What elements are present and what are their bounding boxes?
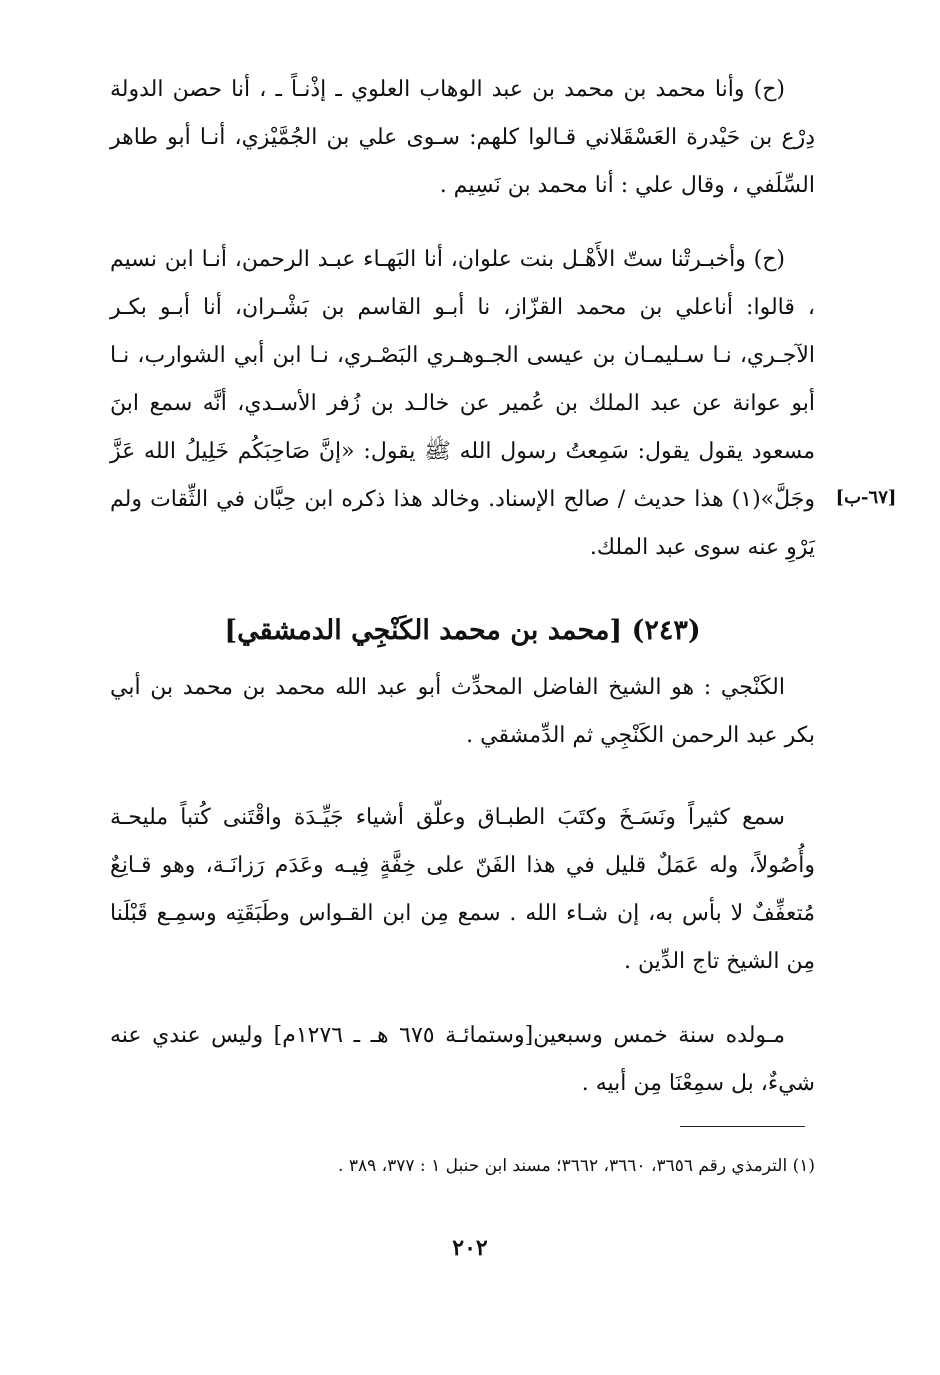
footnote: (١) الترمذي رقم ٣٦٥٦، ٣٦٦٠، ٣٦٦٢؛ مسند ابن حنبل ١ : ٣٧٧، ٣٨٩ . [338,1156,815,1176]
paragraph-text: (ح) وأنا محمد بن محمد بن عبد الوهاب العلوي ـ إذْنـاً ـ ، أنا حصن الدولة دِرْع بن حَيْدرة العَسْقَلاني قـالوا كلهم: سـوى علي بن الجُمَّيْزي، أنـا أبو طاهر السِّلَفي ، وقال علي : أنا محمد بن نَسِيم . [110,77,815,198]
paragraph-text: الكَنْجي : هو الشيخ الفاضل المحدِّث أبو عبد الله محمد بن محمد بن أبي بكر عبد الرحمن الكَنْجِي ثم الدِّمشقي . [110,675,815,748]
biography-entry-heading: (٢٤٣) [محمد بن محمد الكَنْجِي الدمشقي] [224,615,701,646]
paragraph-text: مـولده سنة خمس وسبعين[وستمائـة ٦٧٥ هـ ـ ١٢٧٦م] وليس عندي عنه شيءٌ، بل سمِعْنَا مِن أبيه . [110,1023,815,1096]
paragraph-birth-date [110,1012,815,1108]
footnote-separator-line [680,1126,805,1127]
paragraph-chain-of-narration-1 [110,66,815,210]
paragraph-biography-description [110,794,815,986]
page-number: ٢٠٢ [452,1235,488,1261]
paragraph-text: (ح) وأخبـرتْنا ستّ الأَهْـل بنت علوان، أنا البَهـاء عبـد الرحمن، أنـا ابن نسيم ، قالوا: أناعلي بن محمد القزّاز، نا أبـو القاسم بن بَشْـران، أنا أبـو بكـر الآجـري، نـا سـليمـان بن عيسى الجـوهـري البَصْـري، نـا ابن أبي الشوارب، نـا أبو عوانة عن عبد الملك بن عُمير عن خالـد بن زُفر الأسـدي، أنَّه سمع ابنَ مسعود يقول يقول: سَمِعتُ رسول الله ﷺ يقول: «إنَّ صَاحِبَكُم خَلِيلُ الله عَزَّ وجَلَّ»(١) هذا حديث / صالح الإسناد. وخالد هذا ذكره ابن حِبَّان في الثِّقات ولم يَرْوِ عنه سوى عبد الملك. [110,247,815,560]
paragraph-chain-of-narration-2 [110,236,815,572]
paragraph-text: سمع كثيراً ونَسَـخَ وكتَبَ الطبـاق وعلّق أشياء جَيِّـدَة واقْتَنى كُتباً مليحـة وأُصُولاً، وله عَمَلٌ قليل في هذا الفَنّ على خِفَّةٍ فِيـه وعَدَم رَزانَـة، وهو قـانِعٌ مُتعفِّفٌ لا بأس به، إن شـاء الله . سمع مِن ابن القـواس وطَبَقَتِه وسمِـع قَبْلَنا مِن الشيخ تاج الدِّين . [110,805,815,974]
paragraph-biography-intro [110,664,815,760]
margin-manuscript-folio-note: [٦٧-ب] [835,487,897,508]
